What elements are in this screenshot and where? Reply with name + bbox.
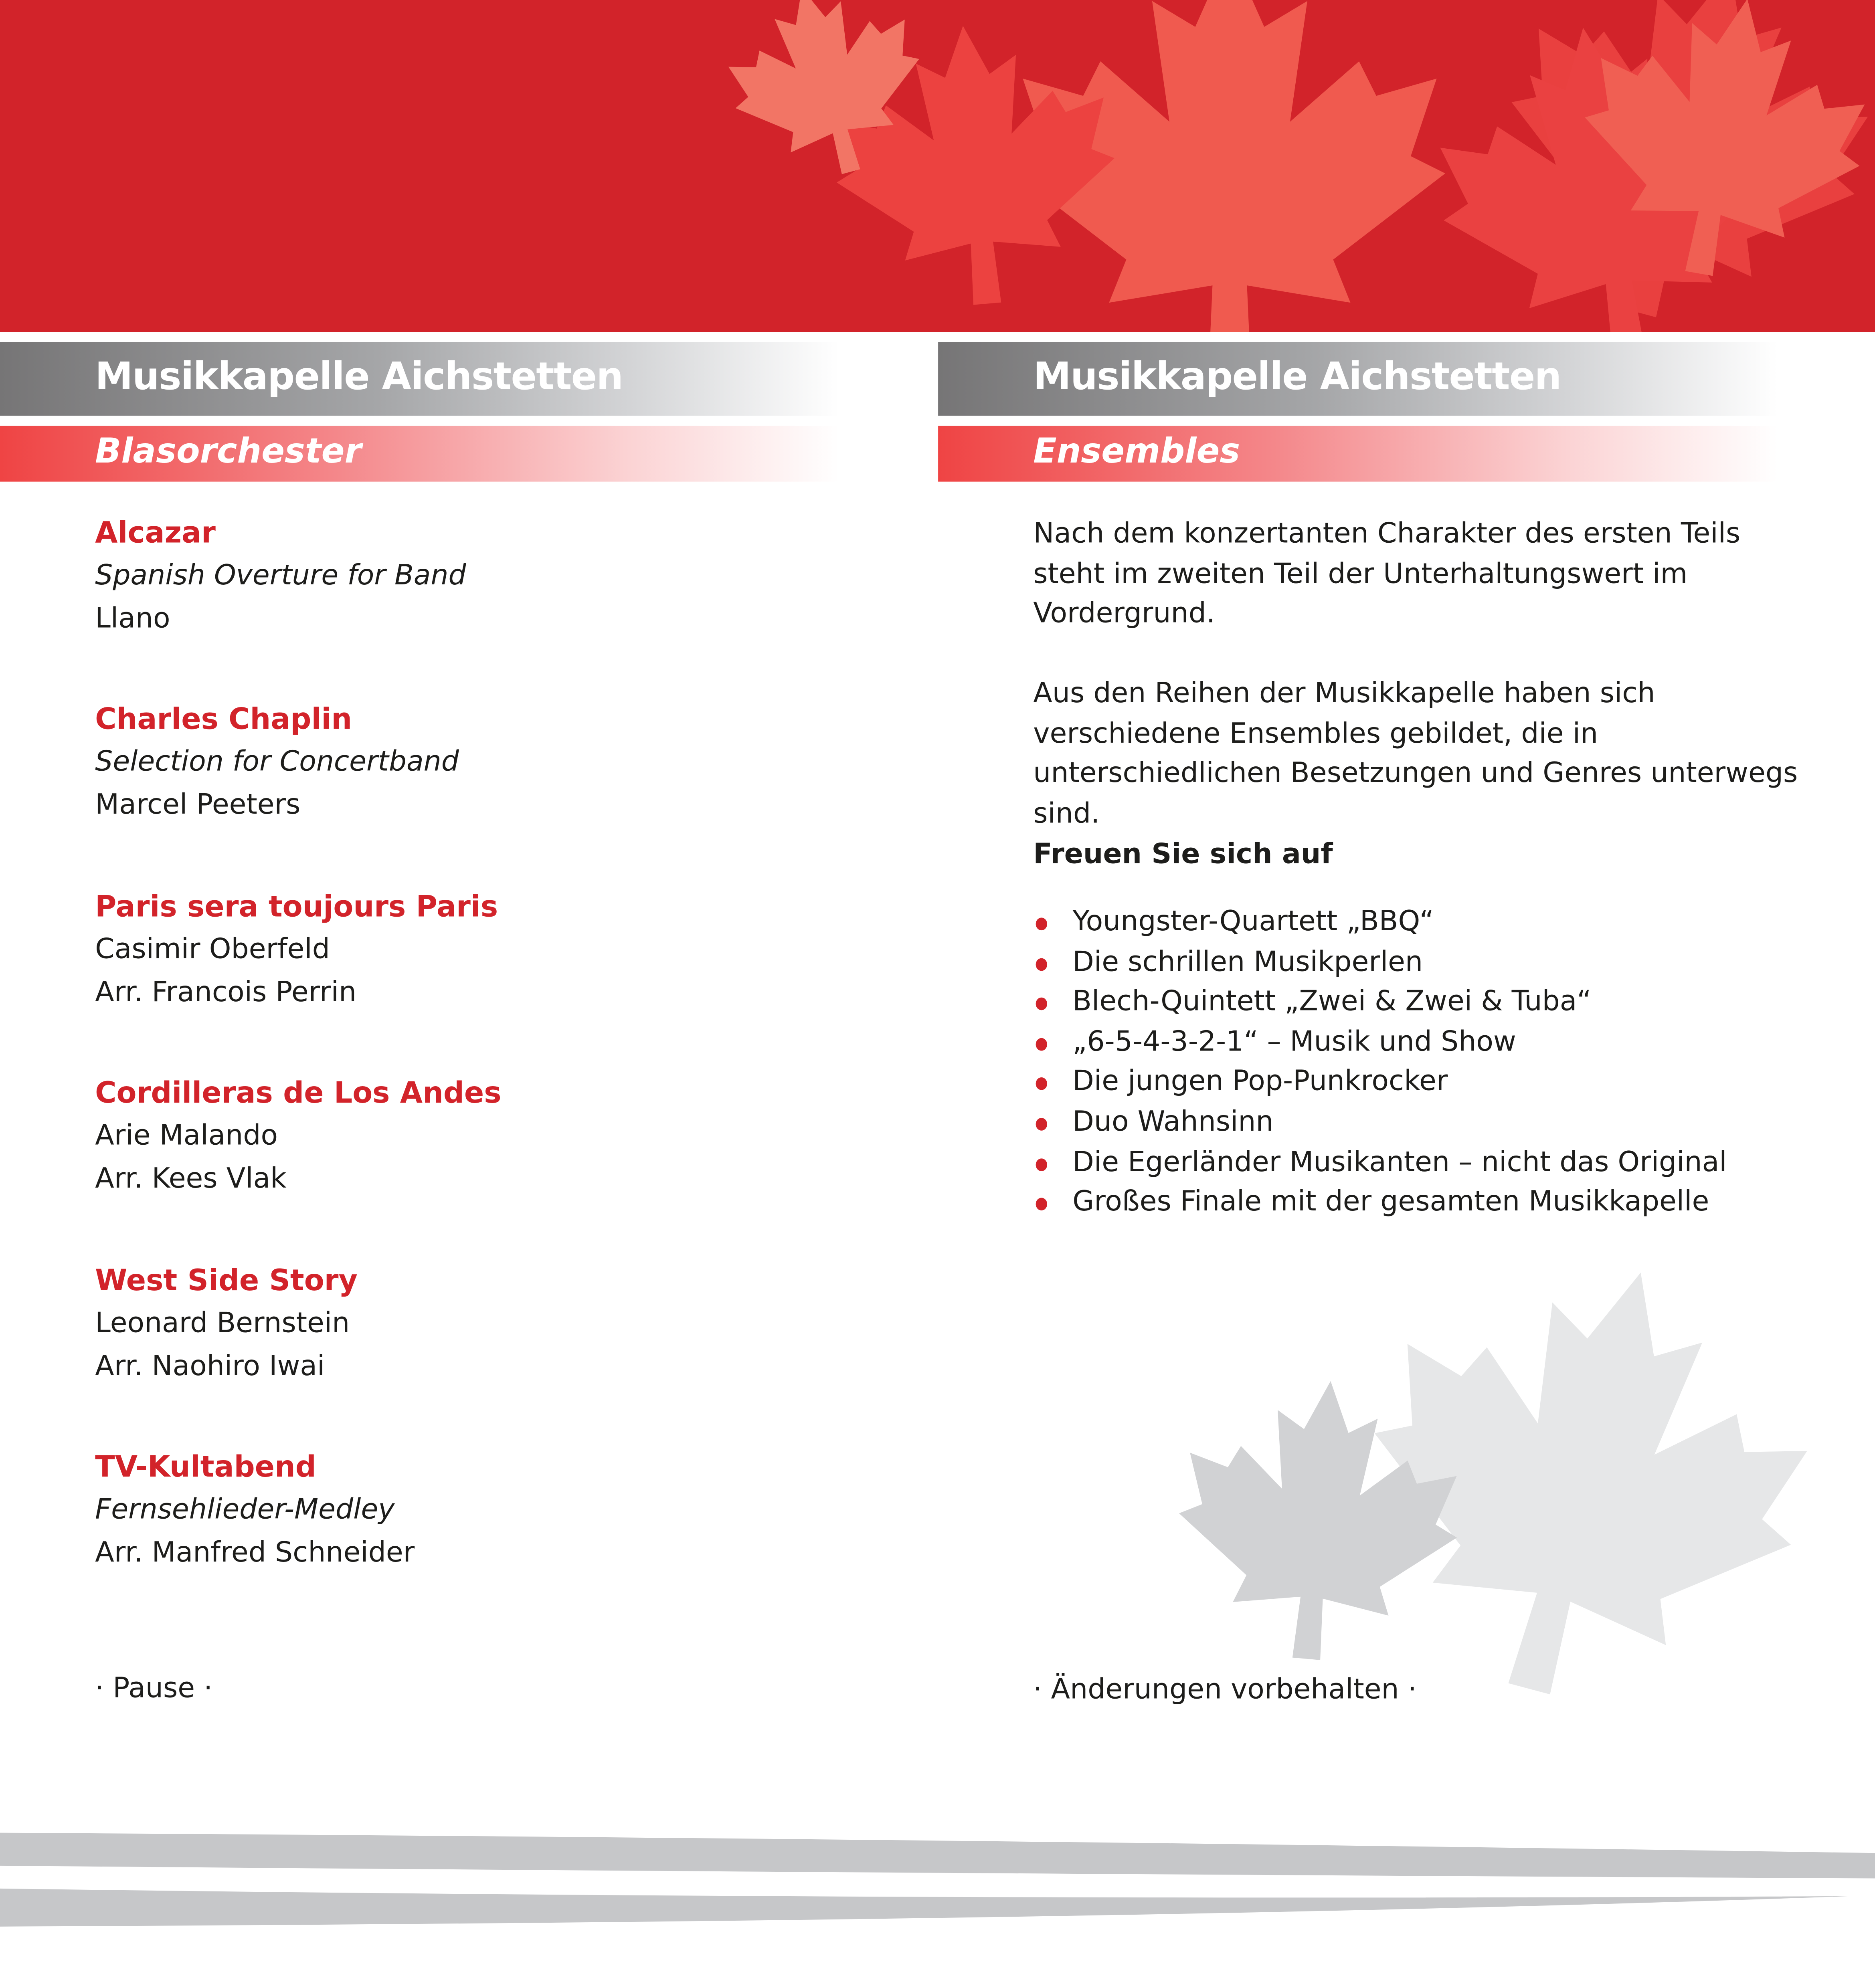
piece-arranger: Arr. Kees Vlak: [95, 1163, 287, 1196]
program-piece: [95, 1260, 358, 1389]
bullet-icon: [1036, 1158, 1047, 1171]
list-item-text: Blech-Quintett „Zwei & Zwei & Tuba“: [1072, 986, 1592, 1018]
list-item: [1033, 1143, 1727, 1183]
pause-note: · Pause ·: [95, 1673, 213, 1705]
piece-arranger: Arr. Francois Perrin: [95, 977, 357, 1009]
left-subtitle: Blasorchester: [95, 432, 362, 472]
bullet-icon: [1036, 958, 1047, 970]
piece-composer: Arie Malando: [95, 1120, 278, 1152]
piece-title: Alcazar: [95, 517, 216, 550]
list-item: [1033, 1022, 1727, 1063]
piece-title: Charles Chaplin: [95, 703, 352, 737]
list-item-text: Youngster-Quartett „BBQ“: [1072, 906, 1434, 938]
bullet-icon: [1036, 998, 1047, 1010]
piece-subtitle: Spanish Overture for Band: [95, 560, 466, 592]
list-item-text: „6-5-4-3-2-1“ – Musik und Show: [1072, 1026, 1516, 1058]
ensembles-paragraph: Aus den Reihen der Musikkapelle haben sich verschiedene Ensembles gebildet, die in unterschiedlichen Besetzungen und Genres unterwegs sind.: [1033, 678, 1798, 830]
left-title: Musikkapelle Aichstetten: [95, 355, 623, 400]
program-piece: [95, 1446, 415, 1576]
program-piece: [95, 512, 466, 642]
bullet-icon: [1036, 1198, 1047, 1211]
list-item-text: Die schrillen Musikperlen: [1072, 946, 1423, 978]
decorative-swoosh: [0, 1833, 1875, 1879]
list-item: [1033, 982, 1727, 1022]
left-title-bar: [0, 342, 839, 416]
list-heading: Freuen Sie sich auf: [1033, 839, 1333, 871]
list-item: [1033, 1183, 1727, 1223]
right-subtitle: Ensembles: [1033, 432, 1240, 472]
right-subtitle-bar: [938, 426, 1777, 482]
list-item: [1033, 903, 1727, 943]
decorative-swoosh: [0, 1889, 1851, 1927]
piece-title: Paris sera toujours Paris: [95, 891, 498, 924]
bullet-icon: [1036, 918, 1047, 931]
piece-title: Cordilleras de Los Andes: [95, 1077, 502, 1111]
bullet-icon: [1036, 1078, 1047, 1091]
piece-arranger: Arr. Manfred Schneider: [95, 1537, 415, 1569]
piece-arranger: Arr. Naohiro Iwai: [95, 1351, 325, 1383]
list-item: [1033, 1103, 1727, 1143]
piece-subtitle: Selection for Concertband: [95, 746, 459, 778]
bullet-icon: [1036, 1038, 1047, 1051]
piece-composer: Leonard Bernstein: [95, 1308, 350, 1340]
piece-composer: Marcel Peeters: [95, 790, 301, 822]
piece-composer: Casimir Oberfeld: [95, 934, 330, 966]
list-item: [1033, 942, 1727, 982]
piece-title: TV-Kultabend: [95, 1451, 316, 1485]
piece-composer: Llano: [95, 603, 170, 635]
program-piece: [95, 698, 459, 828]
bullet-icon: [1036, 1118, 1047, 1131]
changes-note: · Änderungen vorbehalten ·: [1033, 1674, 1417, 1706]
list-item-text: Die Egerländer Musikanten – nicht das Original: [1072, 1146, 1727, 1178]
list-item-text: Großes Finale mit der gesamten Musikkapelle: [1072, 1186, 1709, 1218]
right-title-bar: [938, 342, 1777, 416]
list-item-text: Die jungen Pop-Punkrocker: [1072, 1066, 1448, 1098]
program-piece: [95, 1072, 501, 1202]
intro-paragraph: Nach dem konzertanten Charakter des ersten Teils steht im zweiten Teil der Unterhaltungswert im Vordergrund.: [1033, 518, 1741, 630]
left-subtitle-bar: [0, 426, 839, 482]
piece-title: West Side Story: [95, 1265, 358, 1298]
right-title: Musikkapelle Aichstetten: [1033, 355, 1561, 400]
list-item-text: Duo Wahnsinn: [1072, 1106, 1274, 1138]
program-piece: [95, 886, 498, 1015]
piece-subtitle: Fernsehlieder-Medley: [95, 1494, 395, 1526]
ensemble-list: [1033, 903, 1727, 1223]
list-item: [1033, 1063, 1727, 1103]
